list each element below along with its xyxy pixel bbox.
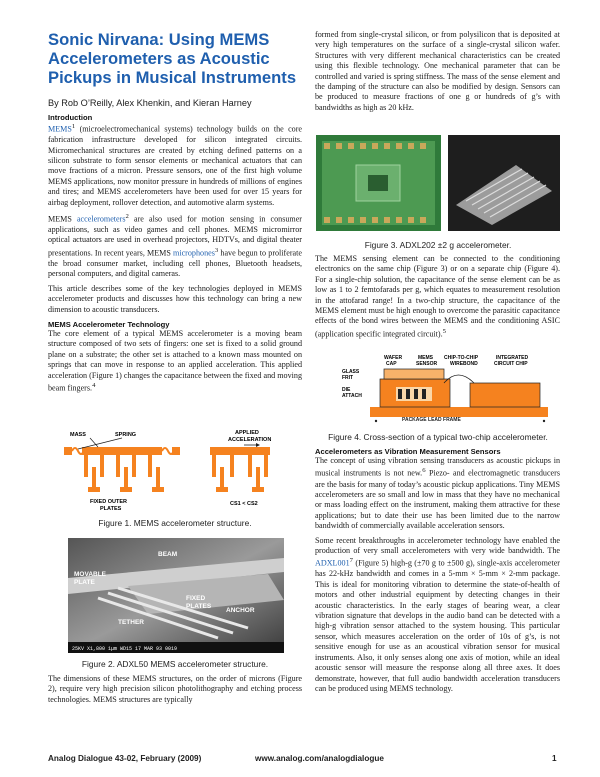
intro-paragraph-2: MEMS accelerometers$^2$ are also used for motion sensing in consumer applications, such as video games and cell phones. MEMS micromirror optical actuators are used in overhead projectors, HDTVs, and digital theater presentations. In recent years, MEMS microphones$^3$ have begun to proliferate the broad consumer market, including cell phones, Bluetooth headsets, personal computers, and digital cameras. bbox=[48, 212, 302, 279]
figure-4-caption: Figure 4. Cross-section of a typical two-chip accelerometer. bbox=[328, 432, 548, 442]
fig2-label-fixed: FIXED bbox=[186, 595, 206, 602]
figure-3-caption: Figure 3. ADXL202 ±2 g accelerometer. bbox=[364, 240, 512, 250]
footer-publication: Analog Dialogue 43-02, February (2009) bbox=[48, 754, 202, 763]
figure-1-diagram bbox=[60, 425, 295, 511]
heading-vibration: Accelerometers as Vibration Measurement Sensors bbox=[315, 447, 501, 456]
fig2-label-movable: MOVABLE bbox=[74, 571, 107, 578]
figure-2-sem-image bbox=[68, 538, 284, 653]
fig4-label-lead-frame: PACKAGE LEAD FRAME bbox=[402, 417, 461, 423]
fig1-label-plates: PLATES bbox=[100, 506, 122, 511]
fig4-label-die: DIE bbox=[342, 387, 351, 393]
fig4-label-glass: GLASS bbox=[342, 369, 360, 375]
fig2-label-tether: TETHER bbox=[118, 619, 144, 626]
fig2-label-plate: PLATE bbox=[74, 579, 95, 586]
mems-link[interactable]: MEMS bbox=[48, 124, 72, 134]
heading-introduction: Introduction bbox=[48, 113, 93, 122]
figure-3-chip-photos bbox=[316, 135, 560, 231]
fig4-label-integrated: INTEGRATED bbox=[496, 355, 529, 361]
fig1-label-mass: MASS bbox=[70, 432, 86, 438]
fig4-label-chip-to-chip: CHIP-TO-CHIP bbox=[444, 355, 479, 361]
right-structure bbox=[210, 447, 270, 492]
fig4-label-wafer: WAFER bbox=[384, 355, 403, 361]
fig1-label-fixed-outer: FIXED OUTER bbox=[90, 499, 127, 505]
fig4-label-mems: MEMS bbox=[418, 355, 433, 361]
col1-closing-paragraph: The dimensions of these MEMS structures, on the order of microns (Figure 2), require very high precision silicon photolithography and etching process technologies. MEMS structures are typically bbox=[48, 674, 302, 704]
figure-4-cross-section bbox=[340, 353, 550, 423]
figure-2-caption: Figure 2. ADXL50 MEMS accelerometer structure. bbox=[81, 659, 269, 669]
accelerometers-link[interactable]: accelerometers bbox=[76, 214, 126, 224]
tech-paragraph-1: The core element of a typical MEMS accelerometer is a moving beam structure composed of two sets of fingers: one set is fixed to a solid ground plane on a substrate; the other set is attached to a known mass mounted on springs that can move in response to an applied acceleration. This applied acceleration (Figure 1) changes the capacitance between the fixed and moving beam fingers.$^4$ bbox=[48, 328, 302, 393]
fig1-label-acceleration: ACCELERATION bbox=[228, 437, 272, 443]
fig1-label-cs: CS1 < CS2 bbox=[230, 501, 258, 507]
footer-url[interactable]: www.analog.com/analogdialogue bbox=[255, 754, 384, 763]
fig2-sem-metadata: 25KV X1,800 1μm WD15 17 MAR 93 0019 bbox=[72, 646, 178, 652]
adxl001-link[interactable]: ADXL001 bbox=[315, 559, 350, 569]
fig4-label-circuit-chip: CIRCUIT CHIP bbox=[494, 361, 528, 367]
vibration-paragraph-1: The concept of using vibration sensing transducers as acoustic pickups in musical instruments is not new.$^6$ Piezo- and electromagnetic transducers are the basis for many of today’s acoustic pickup applications. Tiny MEMS accelerometers are so small and low in mass that they have no mechanical or mass loading effect on the instrument, making them attractive for these applications; but to date their use has been limited due to the narrow bandwidth of commercially available acceleration sensors. bbox=[315, 456, 560, 531]
intro-paragraph-1: MEMS$^1$ (microelectromechanical systems) technology builds on the core fabrication infrastructure developed for silicon integrated circuits. Micromechanical structures are created by etching defined patterns on a silicon substrate to form sensor elements or mechanical actuators that can move fractions of a micron. Pressure sensors, one of the first high volume MEMS applications, now monitor pressure in hundreds of millions of engines and tires; and MEMS accelerometers have been used for over 15 years for airbag deployment, rollover detection, and automotive alarm systems. bbox=[48, 123, 302, 207]
article-title: Sonic Nirvana: Using MEMS Accelerometers as Acoustic Pickups in Musical Instruments bbox=[48, 30, 297, 87]
left-column bbox=[48, 113, 302, 394]
fig4-label-wirebond: WIREBOND bbox=[450, 361, 478, 367]
vibration-section bbox=[315, 447, 560, 694]
fig1-label-applied: APPLIED bbox=[235, 430, 259, 436]
col2-opening-paragraph: formed from single-crystal silicon, or from polysilicon that is deposited at very high temperatures on the surface of a single-crystal silicon wafer. Structures with very different mechanical characteristics can be created using this flexible technology. One mechanical parameter that can be controlled and varied is spring stiffness. The mass of the sense element and the damping of the structure can also be modified by design. Sensors can be produced to measure fractions of one g or hundreds of g’s with bandwidths as high as 20 kHz. bbox=[315, 30, 560, 112]
fig4-label-frit: FRIT bbox=[342, 375, 354, 381]
fig1-label-spring: SPRING bbox=[115, 432, 137, 438]
footer-page-number: 1 bbox=[552, 754, 557, 763]
fig2-label-anchor: ANCHOR bbox=[226, 607, 255, 614]
fig4-label-sensor: SENSOR bbox=[416, 361, 438, 367]
fig4-label-cap: CAP bbox=[386, 361, 397, 367]
fig4-label-attach: ATTACH bbox=[342, 393, 362, 399]
authors: By Rob O’Reilly, Alex Khenkin, and Kieran Harney bbox=[48, 98, 252, 108]
intro-paragraph-3: This article describes some of the key technologies deployed in MEMS accelerometer products and discusses how this technology can bring a new dimension to acoustic transducers. bbox=[48, 283, 302, 314]
col2-sensing-paragraph: The MEMS sensing element can be connected to the conditioning electronics on the same chip (Figure 3) or on a separate chip (Figure 4). For a single-chip solution, the capacitance of the sense element can be as low as 1 to 2 femtofarads per g, which equates to measurement resolution in the attofarad range! In a two-chip structure, the capacitance of the MEMS element must be high enough to overcome the parasitic capacitance effects of the bond wires between the MEMS and the conditioning ASIC (application specific integrated circuit).$^5$ bbox=[315, 254, 560, 339]
heading-mems-technology: MEMS Accelerometer Technology bbox=[48, 319, 170, 329]
figure-1-caption: Figure 1. MEMS accelerometer structure. bbox=[98, 518, 252, 528]
vibration-paragraph-2: Some recent breakthroughs in accelerometer technology have enabled the production of very small accelerometers with very wide bandwidth. The $ADXL001^7$ (Figure 5) high-g (±70 g to ±500 g), single-axis accelerometer has 22-kHz bandwidth and comes in a 5-mm × 5-mm × 2-mm package. This is ideal for monitoring vibration to determine the state-of-health of motors and other industrial equipment by detecting changes in their acoustic characteristics. In the early stages of bearing wear, a clear vibration signature that develops in the audio band can be detected with a high-g vibration sensor attached to the system housing. This particular sensor, which measures acceleration on the order of 10s of g’s, is not sensitive enough for use as an acoustical vibration sensor for musical instruments. Also, it only senses along one axis of motion, while an ideal acoustic sensor will measure the response along all three axes. It does demonstrate, however, that full audio bandwidth acceleration transducers can be produced using MEMS technology. bbox=[315, 535, 561, 693]
microphones-link[interactable]: microphones bbox=[173, 248, 215, 258]
fig2-label-beam: BEAM bbox=[158, 551, 178, 558]
fig2-label-plates: PLATES bbox=[186, 603, 212, 610]
